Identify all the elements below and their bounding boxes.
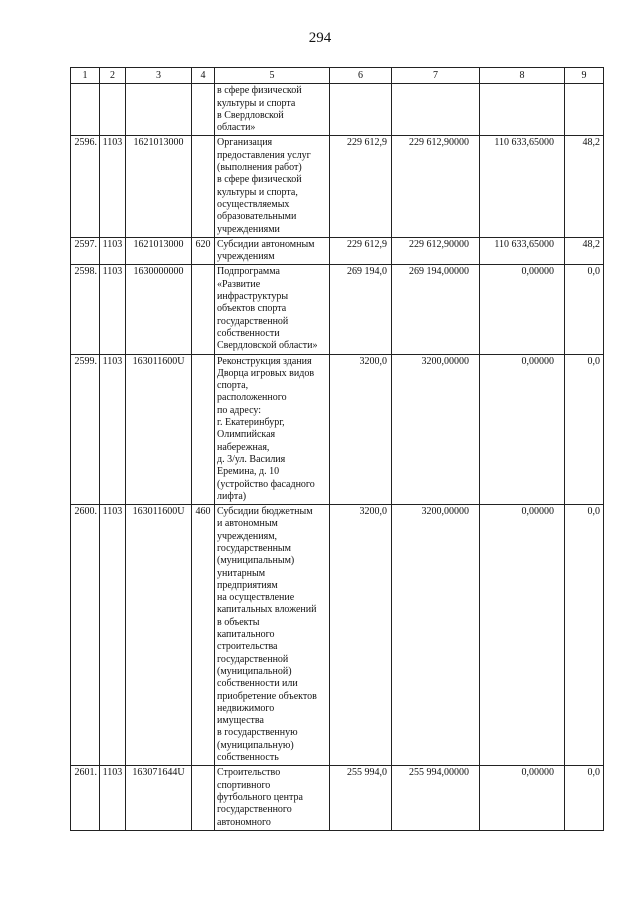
section-code-cell: 1103 (100, 237, 126, 265)
approved-amount-cell: 269 194,0 (330, 265, 392, 354)
table-row (71, 766, 604, 830)
header-cell: 4 (192, 68, 215, 84)
executed-amount-cell: 0,00000 (480, 766, 565, 830)
row-number-cell: 2598. (71, 265, 100, 354)
header-cell: 6 (330, 68, 392, 84)
row-number-cell (71, 84, 100, 136)
table-row (71, 354, 604, 505)
row-number-cell: 2596. (71, 136, 100, 237)
percent-cell: 0,0 (565, 766, 604, 830)
approved-amount-cell (330, 84, 392, 136)
row-number-cell: 2597. (71, 237, 100, 265)
target-code-cell: 163071644U (126, 766, 192, 830)
target-code-cell: 1630000000 (126, 265, 192, 354)
expense-type-cell (192, 265, 215, 354)
executed-amount-cell: 110 633,65000 (480, 237, 565, 265)
percent-cell: 48,2 (565, 136, 604, 237)
planned-amount-cell: 3200,00000 (392, 354, 480, 505)
header-cell: 3 (126, 68, 192, 84)
header-row (71, 68, 604, 84)
page-number: 294 (308, 30, 332, 46)
target-code-cell: 1621013000 (126, 136, 192, 237)
table-row (71, 237, 604, 265)
header-cell: 2 (100, 68, 126, 84)
table-row (71, 265, 604, 354)
description-cell: Подпрограмма «Развитие инфраструктуры объектов спорта государственной собственности Свердловской области» (215, 265, 330, 354)
executed-amount-cell: 0,00000 (480, 265, 565, 354)
expense-type-cell: 620 (192, 237, 215, 265)
expense-type-cell: 460 (192, 505, 215, 766)
row-number-cell: 2599. (71, 354, 100, 505)
percent-cell: 48,2 (565, 237, 604, 265)
section-code-cell: 1103 (100, 136, 126, 237)
percent-cell: 0,0 (565, 265, 604, 354)
executed-amount-cell (480, 84, 565, 136)
description-cell: Организация предоставления услуг (выполнения работ) в сфере физической культуры и спорта, осуществляемых образовательными учреждениями (215, 136, 330, 237)
header-cell: 8 (480, 68, 565, 84)
budget-table (70, 67, 604, 831)
planned-amount-cell: 3200,00000 (392, 505, 480, 766)
planned-amount-cell: 229 612,90000 (392, 237, 480, 265)
approved-amount-cell: 229 612,9 (330, 136, 392, 237)
description-cell: Строительство спортивного футбольного центра государственного автономного (215, 766, 330, 830)
target-code-cell (126, 84, 192, 136)
expense-type-cell (192, 354, 215, 505)
expense-type-cell (192, 766, 215, 830)
row-number-cell: 2601. (71, 766, 100, 830)
target-code-cell: 163011600U (126, 505, 192, 766)
target-code-cell: 1621013000 (126, 237, 192, 265)
header-cell: 9 (565, 68, 604, 84)
row-number-cell: 2600. (71, 505, 100, 766)
executed-amount-cell: 0,00000 (480, 354, 565, 505)
description-cell: Реконструкция здания Дворца игровых видов спорта, расположенного по адресу: г. Екатеринбург, Олимпийская набережная, д. 3/ул. Василия Еремина, д. 10 (устройство фасадного лифта) (215, 354, 330, 505)
table-row (71, 84, 604, 136)
expense-type-cell (192, 136, 215, 237)
section-code-cell: 1103 (100, 505, 126, 766)
percent-cell: 0,0 (565, 354, 604, 505)
percent-cell: 0,0 (565, 505, 604, 766)
planned-amount-cell (392, 84, 480, 136)
planned-amount-cell: 269 194,00000 (392, 265, 480, 354)
section-code-cell: 1103 (100, 354, 126, 505)
executed-amount-cell: 110 633,65000 (480, 136, 565, 237)
planned-amount-cell: 255 994,00000 (392, 766, 480, 830)
description-cell: Субсидии бюджетным и автономным учреждениям, государственным (муниципальным) унитарным предприятиям на осуществление капитальных вложений в объекты капитального строительства государственной (муниципальной) собственности или приобретение объектов недвижимого имущества в государственную (муниципальную) собственность (215, 505, 330, 766)
percent-cell (565, 84, 604, 136)
section-code-cell: 1103 (100, 265, 126, 354)
section-code-cell: 1103 (100, 766, 126, 830)
description-cell: в сфере физической культуры и спорта в Свердловской области» (215, 84, 330, 136)
table-row (71, 505, 604, 766)
header-cell: 7 (392, 68, 480, 84)
table-row (71, 136, 604, 237)
approved-amount-cell: 3200,0 (330, 354, 392, 505)
expense-type-cell (192, 84, 215, 136)
approved-amount-cell: 229 612,9 (330, 237, 392, 265)
approved-amount-cell: 255 994,0 (330, 766, 392, 830)
planned-amount-cell: 229 612,90000 (392, 136, 480, 237)
target-code-cell: 163011600U (126, 354, 192, 505)
description-cell: Субсидии автономным учреждениям (215, 237, 330, 265)
section-code-cell (100, 84, 126, 136)
header-cell: 5 (215, 68, 330, 84)
header-cell: 1 (71, 68, 100, 84)
executed-amount-cell: 0,00000 (480, 505, 565, 766)
approved-amount-cell: 3200,0 (330, 505, 392, 766)
